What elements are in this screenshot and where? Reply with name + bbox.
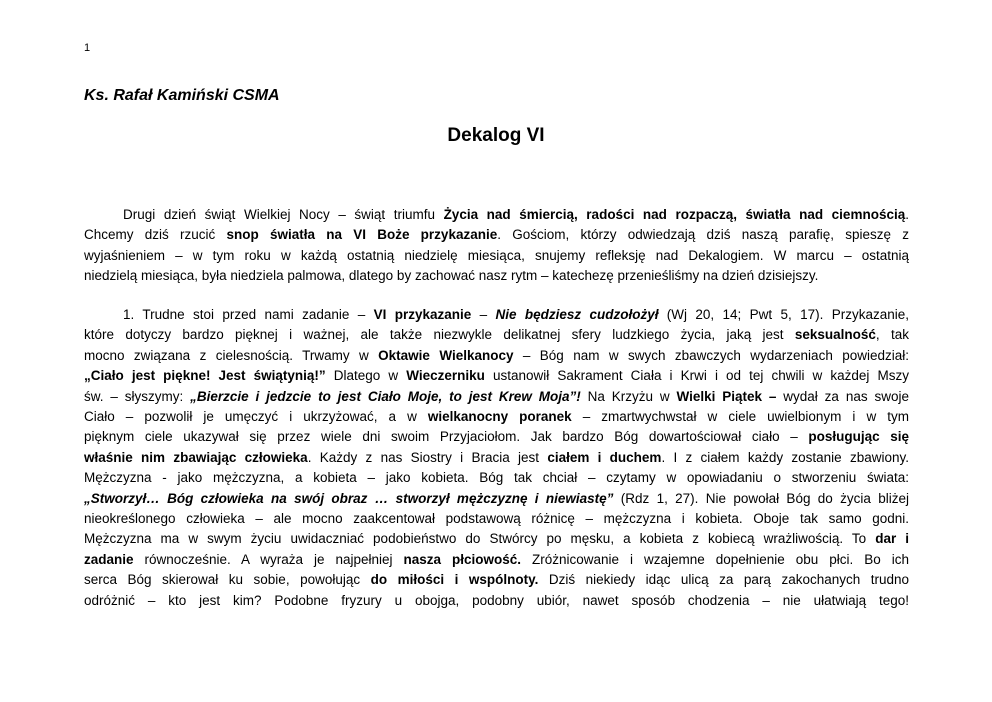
emphasized-text: VI przykazanie [373, 307, 472, 322]
text-run: wydał za nas swoje [776, 388, 909, 404]
text-run: Drugi dzień świąt Wielkiej Nocy – świąt triumfu [123, 207, 444, 222]
author-name: Ks. Rafał Kamiński CSMA [84, 87, 280, 104]
text-line [84, 448, 909, 468]
text-run: serca Bóg skierował ku sobie, powołując [84, 572, 371, 588]
emphasized-text: seksualność [794, 327, 876, 343]
text-run: . [905, 207, 909, 222]
text-line [84, 468, 909, 488]
emphasized-text: posługując się [808, 429, 909, 445]
text-line [84, 266, 909, 286]
paragraph-1 [84, 305, 909, 611]
text-run: św. – słyszymy: [84, 388, 191, 404]
emphasized-text: ciałem i duchem [547, 449, 662, 465]
document-title: Dekalog VI [447, 125, 545, 146]
text-run: które dotyczy bardzo pięknej i ważnej, ale także niezwykle delikatnej sfery ludzkiego życia, jaką jest [84, 327, 795, 343]
emphasized-text: „Bierzcie i jedzcie to jest Ciało Moje, to jest Krew Moja”! [190, 388, 581, 404]
text-line [84, 550, 909, 570]
text-run: Chcemy dziś rzucić [84, 227, 227, 243]
emphasized-text: dar i [875, 531, 910, 547]
text-line [84, 366, 909, 386]
text-run: – [471, 307, 496, 322]
text-run: wyjaśnieniem – w tym roku w każdą ostatnią niedzielę miesiąca, snujemy refleksję nad Dekalogiem. W marcu – ostatnią [84, 247, 909, 263]
text-line [84, 346, 909, 366]
text-line [84, 529, 909, 549]
text-line [84, 305, 909, 325]
text-run: . I z ciałem każdy zostanie zbawiony. [661, 449, 909, 465]
emphasized-text: snop światła na VI Boże przykazanie [226, 227, 498, 243]
emphasized-text: do miłości i wspólnoty. [370, 572, 539, 588]
text-run: odróżnić – kto jest kim? Podobne fryzury u obojga, podobny ubiór, nawet sposób chodzenia – nie ułatwiają tego! [84, 592, 909, 608]
text-run: – zmartwychwstał w ciele uwielbionym i w tym [571, 409, 909, 425]
text-line [84, 205, 909, 225]
emphasized-text: zadanie [84, 551, 134, 567]
text-line [84, 407, 909, 427]
emphasized-text: Oktawie Wielkanocy [378, 347, 514, 363]
text-run: (Wj 20, 14; Pwt 5, 17). Przykazanie, [658, 307, 909, 322]
text-line [84, 489, 909, 509]
text-run: – Bóg nam w swych zbawczych wydarzeniach powiedział: [513, 347, 909, 363]
text-run: mocno związana z cielesnością. Trwamy w [84, 347, 379, 363]
emphasized-text: Wielki Piątek – [676, 388, 777, 404]
text-run: Mężczyzna - jako mężczyzna, a kobieta – jako kobieta. Bóg tak chciał – czytamy w opowiadaniu o stworzeniu świata: [84, 470, 909, 486]
emphasized-text: Nie będziesz cudzołożył [495, 307, 659, 322]
emphasized-text: Życia nad śmiercią, radości nad rozpaczą, światła nad ciemnością [443, 207, 906, 222]
text-line [84, 225, 909, 245]
text-run: Zróżnicowanie i wzajemne dopełnienie obu płci. Bo ich [521, 551, 909, 567]
text-run: . Gościom, którzy odwiedzają dziś naszą parafię, spieszę z [497, 227, 910, 243]
text-run: Mężczyzna ma w swym życiu uwidaczniać podobieństwo do Stwórcy po męsku, a kobieta z kobiecą wrażliwością. To [84, 531, 876, 547]
text-run: niedzielą miesiąca, była niedziela palmowa, dlatego by zachować nasz rytm – katechezę przenieśliśmy na dzień dzisiejszy. [84, 268, 819, 284]
text-line [84, 427, 909, 447]
text-run: Na Krzyżu w [580, 388, 677, 404]
text-run: (Rdz 1, 27). Nie powołał Bóg do życia bliżej [613, 490, 909, 506]
text-run: 1. Trudne stoi przed nami zadanie – [123, 307, 374, 322]
text-run: Dlatego w [325, 368, 407, 384]
paragraph-intro [84, 205, 909, 287]
page-number: 1 [84, 42, 91, 54]
text-line [84, 570, 909, 590]
emphasized-text: „Stworzył… Bóg człowieka na swój obraz … stworzył mężczyznę i niewiastę” [84, 490, 614, 506]
text-run: , tak [875, 327, 909, 343]
text-run: Ciało – pozwolił je umęczyć i ukrzyżować, a w [84, 409, 428, 425]
emphasized-text: wielkanocny poranek [427, 409, 572, 425]
text-line [84, 591, 909, 611]
text-run: równocześnie. A wyraża je najpełniej [133, 551, 404, 567]
text-run: ustanowił Sakrament Ciała i Krwi i od tej chwili w każdej Mszy [484, 368, 909, 384]
text-run: nieokreślonego człowieka – ale mocno zaakcentował podstawową różnicę – mężczyzna i kobieta. Oboje tak samo godni. [84, 511, 909, 527]
text-run: pięknym ciele ukazywał się przez wiele dni swoim Przyjaciołom. Jak bardzo Bóg dowartościował ciało – [84, 429, 809, 445]
text-run: Dziś niekiedy idąc ulicą za parą zakochanych trudno [538, 572, 910, 588]
emphasized-text: nasza płciowość. [403, 551, 522, 567]
text-line [84, 387, 909, 407]
text-line [84, 509, 909, 529]
emphasized-text: właśnie nim zbawiając człowieka [84, 449, 308, 465]
text-run: . Każdy z nas Siostry i Bracia jest [307, 449, 548, 465]
emphasized-text: Wieczerniku [406, 368, 485, 384]
emphasized-text: „Ciało jest piękne! Jest świątynią!” [84, 368, 326, 384]
text-line [84, 246, 909, 266]
text-line [84, 325, 909, 345]
